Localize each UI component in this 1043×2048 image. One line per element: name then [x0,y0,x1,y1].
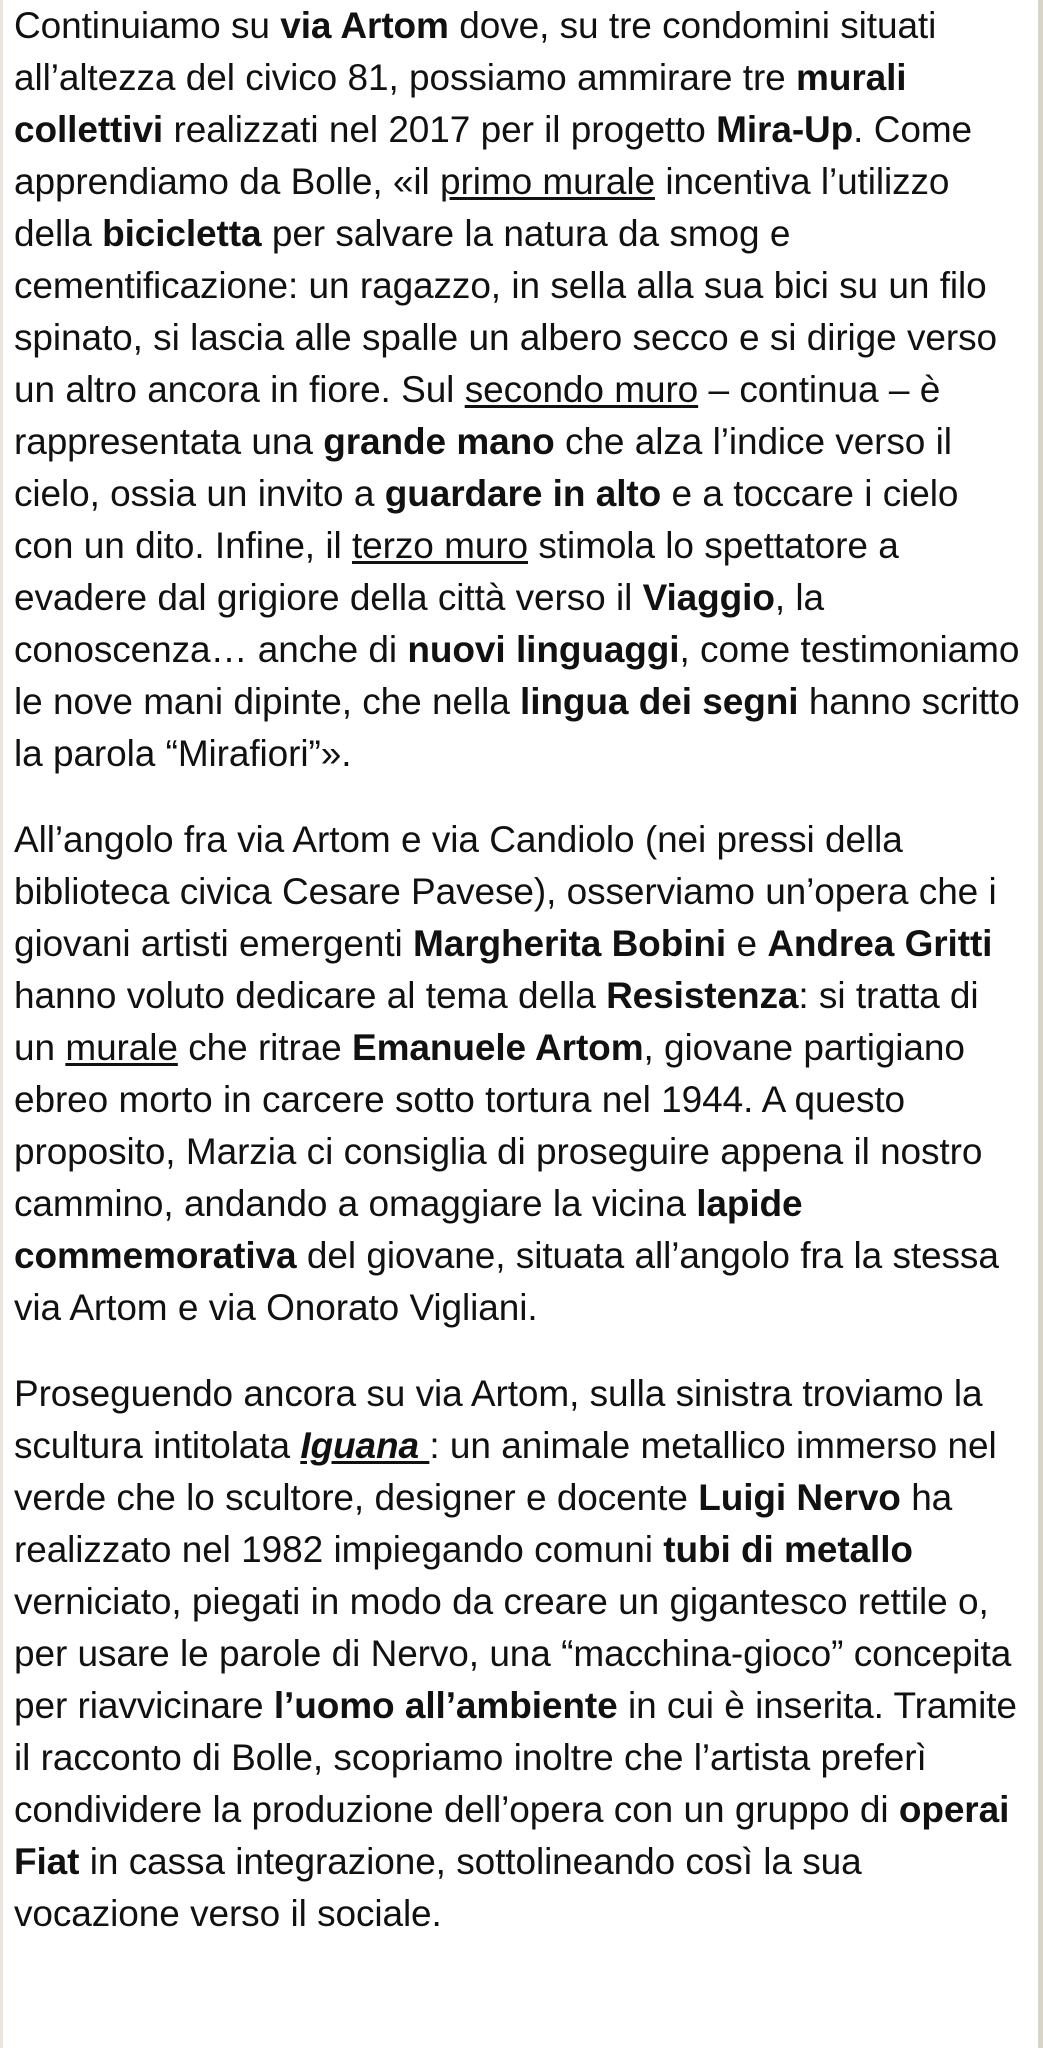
body-text: verniciato, piegati in modo da creare un gigantesco rettile o, per usare le parole di Nervo, una “macchina-gioco” concepita per riavvicinare [14,1581,1012,1726]
bold-text: Margherita Bobini [413,923,727,964]
body-text: che alza l’indice verso il cielo, ossia un invito a [14,421,952,514]
bold-text: Mira-Up [716,109,854,150]
body-text: e [726,923,768,964]
bold-text: operai Fiat [14,1789,1010,1882]
body-text: stimola lo spettatore a evadere dal grigiore della città verso il [14,525,899,618]
link-text[interactable]: secondo muro [464,369,699,410]
bold-text: l’uomo all’ambiente [273,1685,618,1726]
body-text: , la conoscenza… anche di [14,577,825,670]
body-text: per salvare la natura da smog e cementificazione: un ragazzo, in sella alla sua bici su un filo spinato, si lascia alle spalle un albero secco e si dirige verso un altro ancora in fiore. Sul [14,213,997,410]
link-text[interactable]: terzo muro [351,525,529,566]
body-text: hanno scritto la parola “Mirafiori”». [14,681,1020,774]
body-text: in cassa integrazione, sottolineando così la sua vocazione verso il sociale. [14,1841,862,1934]
body-text: , come testimoniamo le nove mani dipinte, che nella [14,629,1020,722]
paragraph [14,0,1025,780]
bold-text: Luigi Nervo [698,1477,901,1518]
body-text: : si tratta di un [14,975,979,1068]
body-text: Continuiamo su [14,5,281,46]
bold-text: Emanuele Artom [352,1027,644,1068]
page-left-edge [0,0,3,2048]
body-text: All’angolo fra via Artom e via Candiolo (nei pressi della biblioteca civica Cesare Pavese), osserviamo un’opera che i giovani artisti emergenti [14,819,997,964]
bold-text: nuovi linguaggi [407,629,680,670]
bold-text: Viaggio [642,577,775,618]
bold-text: tubi di metallo [663,1529,913,1570]
bold-text: guardare in alto [384,473,662,514]
article-body [14,0,1025,1940]
body-text: ha realizzato nel 1982 impiegando comuni [14,1477,953,1570]
bold-text: via Artom [280,5,449,46]
artwork-title-link[interactable]: Iguana [300,1425,430,1466]
body-text: : un animale metallico immerso nel verde che lo scultore, designer e docente [14,1425,997,1518]
body-text: in cui è inserita. Tramite il racconto di Bolle, scopriamo inoltre che l’artista preferì condividere la produzione dell’opera con un gruppo di [14,1685,1017,1830]
bold-text: lingua dei segni [520,681,799,722]
body-text: del giovane, situata all’angolo fra la stessa via Artom e via Onorato Vigliani. [14,1235,999,1328]
body-text: dove, su tre condomini situati all’altezza del civico 81, possiamo ammirare tre [14,5,937,98]
paragraph [14,814,1025,1334]
body-text: realizzati nel 2017 per il progetto [163,109,717,150]
bold-text: lapide commemorativa [14,1183,803,1276]
bold-text: murali collettivi [14,57,907,150]
body-text: , giovane partigiano ebreo morto in carcere sotto tortura nel 1944. A questo proposito, Marzia ci consiglia di proseguire appena il nostro cammino, andando a omaggiare la vicina [14,1027,983,1224]
body-text: incentiva l’utilizzo della [14,161,950,254]
body-text: Proseguendo ancora su via Artom, sulla sinistra troviamo la scultura intitolata [14,1373,983,1466]
body-text: e a toccare i cielo con un dito. Infine, il [14,473,959,566]
link-text[interactable]: murale [65,1027,178,1068]
bold-text: bicicletta [102,213,262,254]
bold-text: Andrea Gritti [767,923,993,964]
page-right-edge [1038,0,1043,2048]
link-text[interactable]: primo murale [440,161,655,202]
bold-text: grande mano [323,421,555,462]
paragraph [14,1368,1025,1940]
bold-text: Resistenza [606,975,799,1016]
body-text: – continua – è rappresentata una [14,369,941,462]
body-text: . Come apprendiamo da Bolle, «il [14,109,973,202]
body-text: hanno voluto dedicare al tema della [14,975,607,1016]
body-text: che ritrae [177,1027,353,1068]
